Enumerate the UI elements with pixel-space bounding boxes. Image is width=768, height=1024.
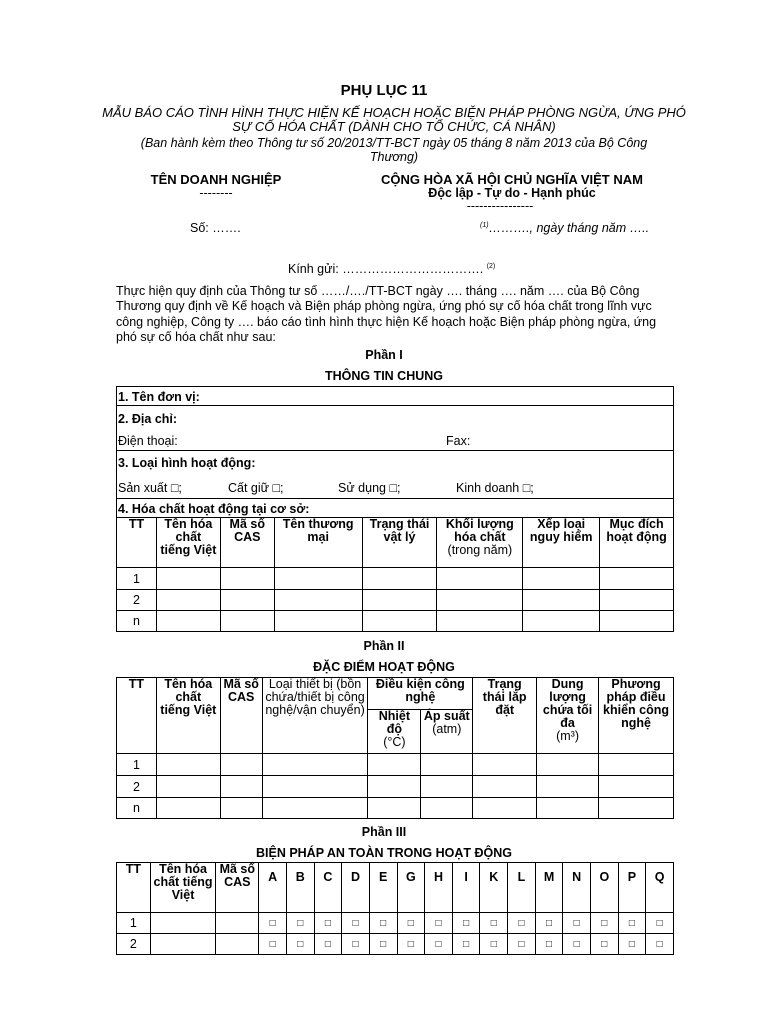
checkbox-d[interactable]: □ [342, 913, 370, 934]
p3-header-p: P [618, 863, 646, 913]
fax-label: Fax: [446, 434, 471, 448]
document-number: Số: ……. [190, 221, 241, 235]
checkbox-g[interactable]: □ [397, 913, 425, 934]
checkbox-e[interactable]: □ [369, 934, 397, 955]
option-production: Sản xuất □; [118, 481, 182, 495]
header-state: Trạng thái vật lý [362, 518, 437, 568]
p2-header-install: Trạng thái lắp đặt [473, 678, 537, 754]
table-row: 2 □ □ □ □ □ □ □ □ □ □ □ □ □ □ □ [117, 934, 674, 955]
p2-header-cas: Mã số CAS [220, 678, 262, 754]
nation-dash: ---------------- [466, 199, 534, 213]
p3-header-b: B [286, 863, 314, 913]
table-row: n [117, 798, 674, 819]
nation-name: CỘNG HÒA XÃ HỘI CHỦ NGHĨA VIỆT NAM [381, 172, 643, 187]
part1-label: Phần I [365, 348, 403, 362]
p2-header-control: Phương pháp điều khiển công nghệ [599, 678, 674, 754]
part2-label: Phần II [363, 639, 405, 653]
option-storage: Cất giữ □; [228, 481, 284, 495]
checkbox-q[interactable]: □ [646, 913, 674, 934]
header-trade-name: Tên thương mại [274, 518, 362, 568]
checkbox-e[interactable]: □ [369, 913, 397, 934]
checkbox-m[interactable]: □ [535, 934, 563, 955]
checkbox-h[interactable]: □ [425, 934, 453, 955]
checkbox-h[interactable]: □ [425, 913, 453, 934]
p3-header-tt: TT [117, 863, 151, 913]
report-subtitle: MẪU BÁO CÁO TÌNH HÌNH THỰC HIỆN KẾ HOẠCH HOẶC BIỆN PHÁP PHÒNG NGỪA, ỨNG PHÓ SỰ CỐ HÓA CHẤT (DÀNH CHO TỔ CHỨC, CÁ NHÂN) [102, 105, 686, 134]
part2-title: ĐẶC ĐIỂM HOẠT ĐỘNG [313, 660, 455, 674]
checkbox-k[interactable]: □ [480, 913, 508, 934]
p3-header-e: E [369, 863, 397, 913]
part3-label: Phần III [361, 825, 407, 839]
checkbox-q[interactable]: □ [646, 934, 674, 955]
option-trading: Kinh doanh □; [456, 481, 534, 495]
recipient-label: Kính gửi: ……………………………. [288, 262, 484, 276]
checkbox-m[interactable]: □ [535, 913, 563, 934]
company-dash: -------- [199, 186, 233, 200]
phone-label: Điện thoại: [118, 434, 178, 448]
issued-note: (Ban hành kèm theo Thông tư số 20/2013/TT-BCT ngày 05 tháng 8 năm 2013 của Bộ Công Thương) [140, 136, 648, 164]
table-row: 1 [117, 568, 674, 590]
chemicals-label: 4. Hóa chất hoạt động tại cơ sở: [118, 502, 310, 516]
table-row: 1 □ □ □ □ □ □ □ □ □ □ □ □ □ □ □ [117, 913, 674, 934]
p2-header-conditions: Điều kiện công nghệ [368, 678, 473, 710]
p3-header-m: M [535, 863, 563, 913]
checkbox-o[interactable]: □ [590, 913, 618, 934]
option-use: Sử dụng □; [338, 481, 401, 495]
company-name: TÊN DOANH NGHIỆP [150, 172, 282, 187]
checkbox-b[interactable]: □ [286, 934, 314, 955]
p3-header-q: Q [646, 863, 674, 913]
recipient-footnote: (2) [486, 262, 496, 270]
table-row: 1 [117, 754, 674, 776]
unit-name-label: 1. Tên đơn vị: [118, 390, 200, 404]
checkbox-o[interactable]: □ [590, 934, 618, 955]
header-hazard: Xếp loại nguy hiểm [523, 518, 600, 568]
activity-label: 3. Loại hình hoạt động: [118, 456, 256, 470]
recipient-line [288, 262, 495, 276]
p3-header-c: C [314, 863, 342, 913]
p3-header-cas: Mã số CAS [216, 863, 259, 913]
p3-header-o: O [590, 863, 618, 913]
checkbox-l[interactable]: □ [508, 913, 536, 934]
page-title: PHỤ LỤC 11 [340, 82, 428, 99]
table-row: 2 [117, 590, 674, 611]
header-cas: Mã số CAS [220, 518, 274, 568]
checkbox-p[interactable]: □ [618, 934, 646, 955]
p2-header-capacity: Dung lượng chứa tối đa (m³) [537, 678, 599, 754]
checkbox-a[interactable]: □ [259, 913, 287, 934]
table-row: 2 [117, 776, 674, 798]
date-footnote: (1) [480, 221, 489, 229]
checkbox-d[interactable]: □ [342, 934, 370, 955]
nation-motto: Độc lập - Tự do - Hạnh phúc [428, 186, 596, 200]
checkbox-n[interactable]: □ [563, 934, 591, 955]
quantity-note: (trong năm) [447, 543, 513, 557]
part3-title: BIỆN PHÁP AN TOÀN TRONG HOẠT ĐỘNG [255, 846, 513, 860]
checkbox-n[interactable]: □ [563, 913, 591, 934]
checkbox-k[interactable]: □ [480, 934, 508, 955]
header-quantity: Khối lượng hóa chất (trong năm) [437, 518, 523, 568]
p2-header-tt: TT [117, 678, 157, 754]
p2-header-temp: Nhiệt độ (°C) [368, 710, 421, 754]
p3-header-k: K [480, 863, 508, 913]
p3-header-a: A [259, 863, 287, 913]
operations-table [116, 677, 674, 819]
p3-header-h: H [425, 863, 453, 913]
checkbox-i[interactable]: □ [452, 913, 480, 934]
chemicals-table [116, 517, 674, 632]
checkbox-l[interactable]: □ [508, 934, 536, 955]
checkbox-g[interactable]: □ [397, 934, 425, 955]
header-chem-name: Tên hóa chất tiếng Việt [156, 518, 220, 568]
checkbox-c[interactable]: □ [314, 934, 342, 955]
p3-header-n: N [563, 863, 591, 913]
date-line [480, 221, 649, 235]
intro-paragraph: Thực hiện quy định của Thông tư số ……/…./TT-BCT ngày …. tháng …. năm …. của Bộ Công Thương quy định về Kế hoạch và Biện pháp phòng ngừa, ứng phó sự cố hóa chất trong lĩnh vực công nghiệp, Công ty …. báo cáo tình hình thực hiện Kế hoạch hoặc Biện pháp phòng ngừa, ứng phó sự cố hóa chất như sau: [116, 284, 657, 344]
safety-table [116, 862, 674, 955]
p2-header-equipment: Loại thiết bị (bồn chứa/thiết bị công nghệ/vận chuyển) [262, 678, 368, 754]
p3-header-l: L [508, 863, 536, 913]
p2-header-chem-name: Tên hóa chất tiếng Việt [156, 678, 220, 754]
checkbox-a[interactable]: □ [259, 934, 287, 955]
header-purpose: Mục đích hoạt động [600, 518, 674, 568]
date-text: ………., ngày tháng năm ….. [488, 221, 650, 235]
p3-header-i: I [452, 863, 480, 913]
p3-header-d: D [342, 863, 370, 913]
checkbox-b[interactable]: □ [286, 913, 314, 934]
table-row: n [117, 611, 674, 632]
p3-header-chem-name: Tên hóa chất tiếng Việt [150, 863, 216, 913]
checkbox-c[interactable]: □ [314, 913, 342, 934]
address-label: 2. Địa chỉ: [118, 412, 178, 426]
part1-title: THÔNG TIN CHUNG [324, 369, 444, 383]
checkbox-i[interactable]: □ [452, 934, 480, 955]
header-tt: TT [117, 518, 157, 568]
p2-header-pressure: Áp suất (atm) [421, 710, 473, 754]
p3-header-g: G [397, 863, 425, 913]
checkbox-p[interactable]: □ [618, 913, 646, 934]
